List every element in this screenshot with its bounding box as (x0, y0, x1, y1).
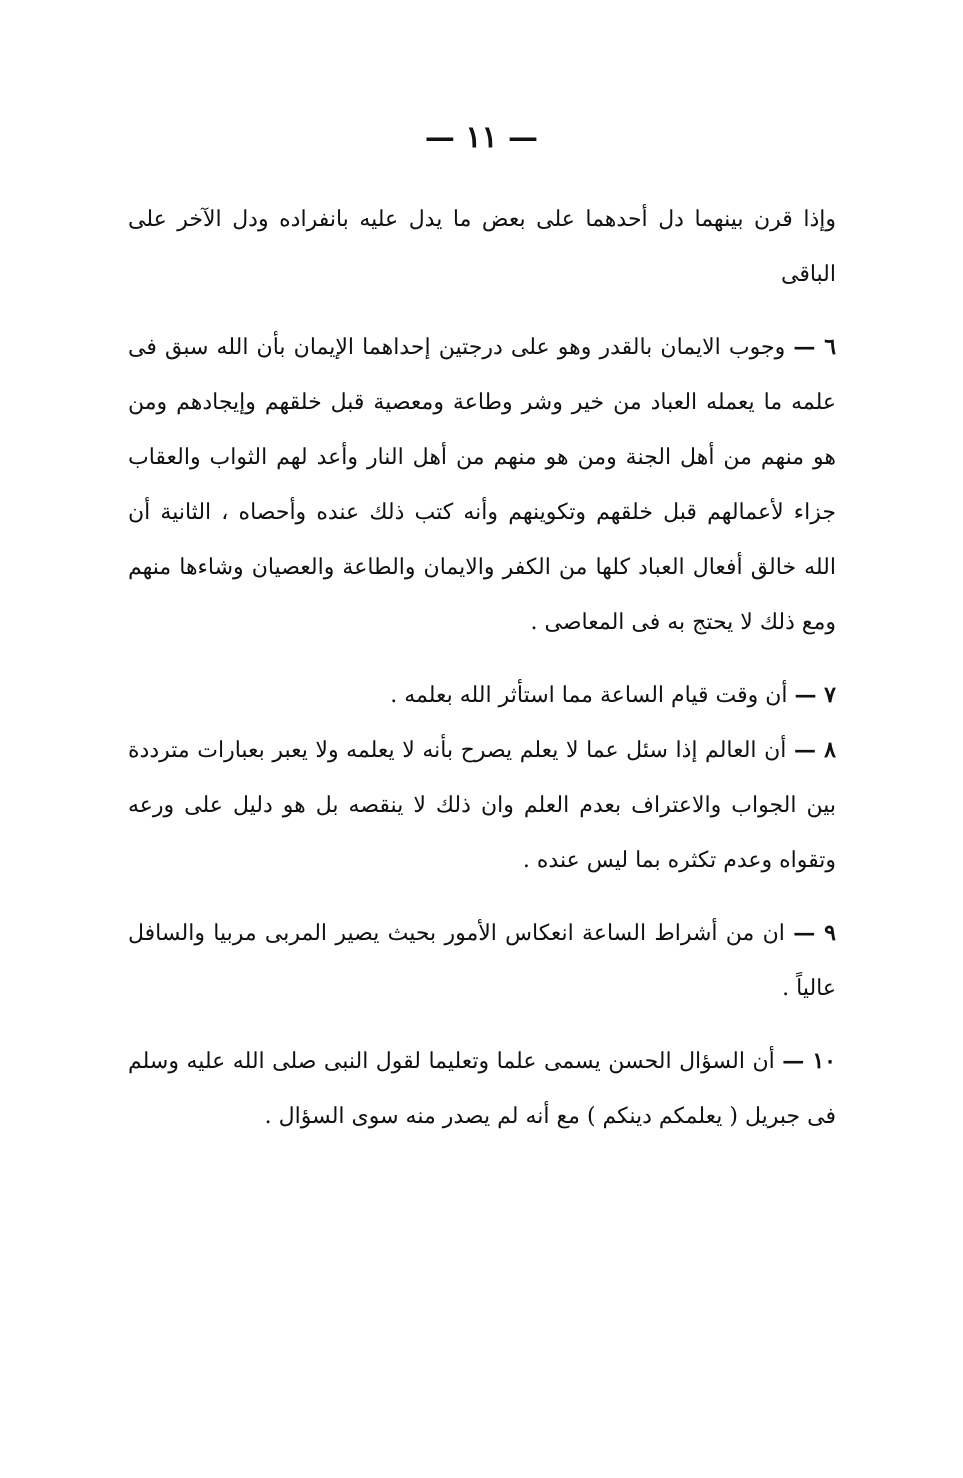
item-number: ٦ — (793, 334, 837, 360)
paragraph-text: أن السؤال الحسن يسمى علما وتعليما لقول النبى صلى الله عليه وسلم فى جبريل ( يعلمكم دينكم ) مع أنه لم يصدر منه سوى السؤال . (128, 1049, 836, 1129)
body-text (128, 192, 836, 1144)
paragraph-item-7 (128, 668, 836, 723)
item-number: ٩ — (793, 920, 836, 946)
paragraph-text: ان من أشراط الساعة انعكاس الأمور بحيث يصير المربى مربيا والسافل عالياً . (128, 921, 836, 1001)
paragraph-item-10 (128, 1034, 836, 1144)
item-number: ٧ — (794, 682, 836, 708)
paragraph-item-8 (128, 723, 836, 888)
item-number: ١٠ — (782, 1048, 836, 1074)
paragraph-text: أن وقت قيام الساعة مما استأثر الله بعلمه . (390, 683, 788, 708)
item-number: ٨ — (793, 737, 836, 763)
paragraph-item-9 (128, 906, 836, 1016)
paragraph-continuation (128, 192, 836, 302)
paragraph-text: وإذا قرن بينهما دل أحدهما على بعض ما يدل عليه بانفراده ودل الآخر على الباقى (128, 207, 836, 287)
paragraph-item-6 (128, 320, 836, 650)
paragraph-text: أن العالم إذا سئل عما لا يعلم يصرح بأنه لا يعلمه ولا يعبر بعبارات مترددة بين الجواب والاعتراف بعدم العلم وان ذلك لا ينقصه بل هو دليل على ورعه وتقواه وعدم تكثره بما ليس عنده . (128, 738, 836, 873)
page-number: — ١١ — (424, 120, 539, 155)
paragraph-text: وجوب الايمان بالقدر وهو على درجتين إحداهما الإيمان بأن الله سبق فى علمه ما يعمله العباد من خير وشر وطاعة ومعصية قبل خلقهم وإيجادهم ومن هو منهم من أهل الجنة ومن هو منهم من أهل النار وأعد لهم الثواب والعقاب جزاء لأعمالهم قبل خلقهم وتكوينهم وأنه كتب ذلك عنده وأحصاه ، الثانية أن الله خالق أفعال العباد كلها من الكفر والايمان والطاعة والعصيان وشاءها منهم ومع ذلك لا يحتج به فى المعاصى . (128, 335, 836, 635)
